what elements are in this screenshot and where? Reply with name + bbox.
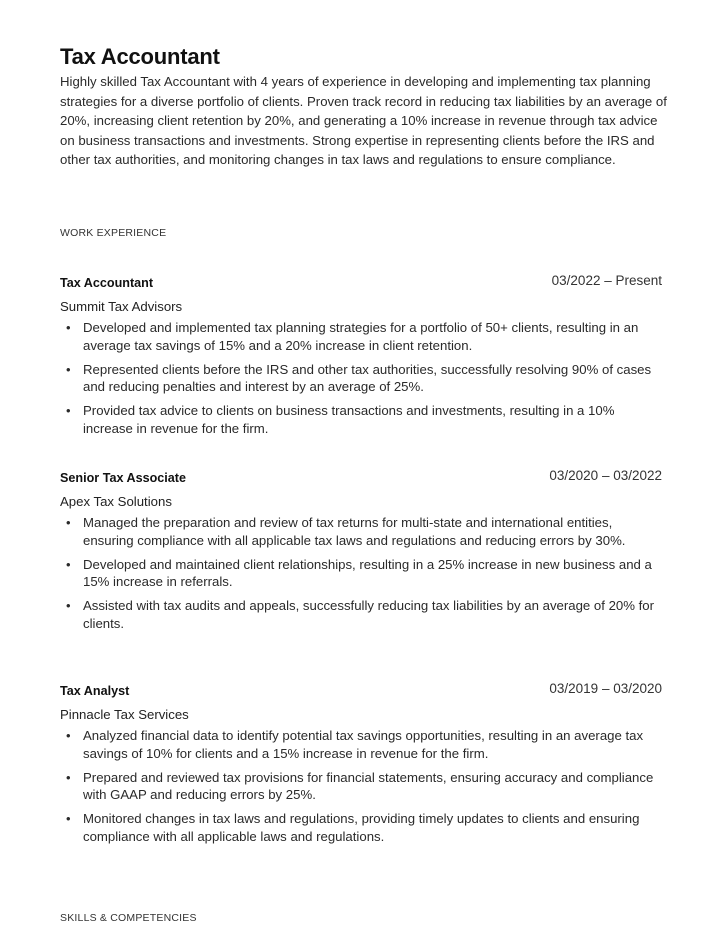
job-bullet: • Monitored changes in tax laws and regulations, providing timely updates to clients and ensuring compliance with all applicable laws and regulations. — [66, 811, 640, 844]
job-bullet: • Developed and maintained client relationships, resulting in a 25% increase in new business and a 15% increase in referrals. — [66, 556, 652, 589]
bullet-icon: • — [66, 728, 71, 743]
job-company: Apex Tax Solutions — [60, 494, 172, 509]
job-bullet: • Represented clients before the IRS and other tax authorities, successfully resolving 90% of cases and reducing penalties and interest by an average of 25%. — [66, 361, 652, 394]
job-bullet: • Analyzed financial data to identify potential tax savings opportunities, resulting in an average tax savings of 10% for clients and a 15% increase in revenue for the firm. — [66, 728, 644, 761]
professional-summary: Highly skilled Tax Accountant with 4 years of experience in developing and implementing tax planning strategies for a diverse portfolio of clients. Proven track record in reducing tax liabilities by an average of 20%, increasing client retention by 20%, and generating a 10% increase in revenue through tax advice on business transactions and investments. Strong expertise in representing clients before the IRS and other tax authorities, and monitoring changes in tax laws and regulations to ensure compliance. — [60, 74, 667, 167]
job-bullet: • Provided tax advice to clients on business transactions and investments, resulting in a 10% increase in revenue for the firm. — [66, 403, 615, 436]
bullet-icon: • — [66, 769, 71, 785]
section-heading-work-experience: WORK EXPERIENCE — [60, 227, 167, 239]
job-title: Tax Analyst — [60, 684, 130, 698]
job-entry — [60, 681, 662, 852]
job-title: Tax Accountant — [60, 276, 154, 290]
bullet-icon: • — [66, 403, 71, 418]
bullet-icon: • — [66, 811, 71, 826]
job-header — [60, 681, 662, 705]
resume-name-title: Tax Accountant — [60, 44, 220, 69]
bullet-icon: • — [66, 320, 71, 335]
job-bullet: • Prepared and reviewed tax provisions for financial statements, ensuring accuracy and compliance with GAAP and reducing errors by 25%. — [66, 769, 654, 802]
job-bullet: • Developed and implemented tax planning strategies for a portfolio of 50+ clients, resulting in an average tax savings of 15% and a 20% increase in client retention. — [66, 320, 639, 353]
job-bullet: • Assisted with tax audits and appeals, successfully reducing tax liabilities by an average of 20% for clients. — [66, 598, 655, 631]
job-dates: 03/2022 – Present — [551, 273, 662, 288]
job-bullet-list — [60, 727, 662, 845]
job-company: Pinnacle Tax Services — [60, 707, 189, 722]
job-dates: 03/2019 – 03/2020 — [549, 681, 662, 696]
job-header — [60, 468, 662, 492]
job-entry — [60, 273, 662, 444]
job-entry — [60, 468, 662, 639]
bullet-icon: • — [66, 598, 71, 613]
bullet-icon: • — [66, 361, 71, 377]
section-heading-skills: SKILLS & COMPETENCIES — [60, 912, 197, 924]
bullet-icon: • — [66, 515, 71, 530]
job-header — [60, 273, 662, 297]
job-company: Summit Tax Advisors — [60, 299, 183, 314]
job-bullet: • Managed the preparation and review of tax returns for multi-state and international entities, ensuring compliance with all applicable tax laws and regulations and reducing errors by 30%. — [66, 515, 626, 548]
job-bullet-list — [60, 514, 662, 632]
bullet-icon: • — [66, 556, 71, 572]
job-title: Senior Tax Associate — [60, 471, 186, 485]
job-bullet-list — [60, 319, 662, 437]
job-dates: 03/2020 – 03/2022 — [549, 468, 662, 483]
